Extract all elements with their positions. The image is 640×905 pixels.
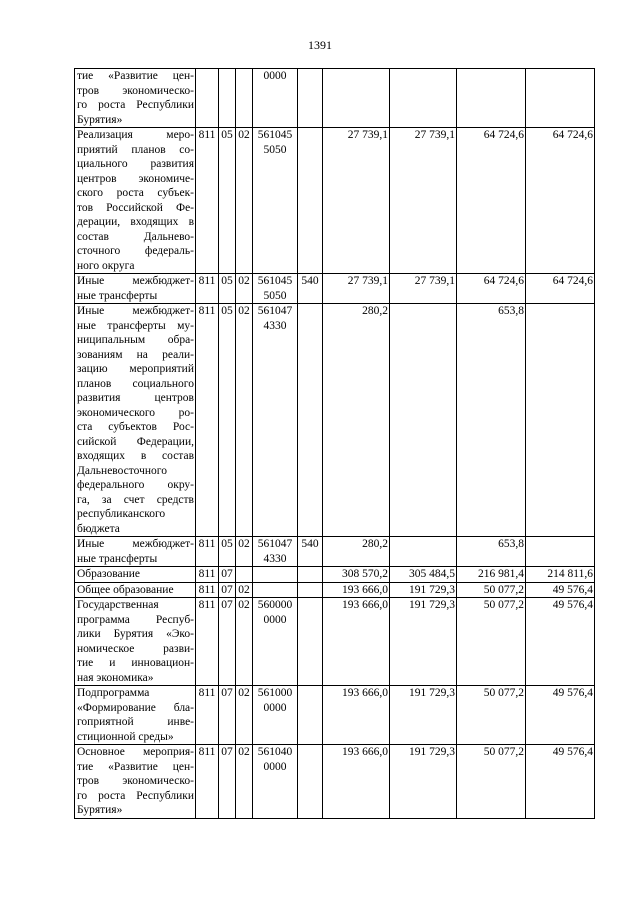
expense-type-code: 540 [298,274,323,304]
subsection-code: 02 [236,686,253,745]
expense-type-code [298,567,323,583]
row-name-line: программа Респуб- [77,613,194,626]
row-name-line: Дальневосточного [77,464,167,477]
amount-1: 27 739,1 [323,274,390,304]
row-name-line: лики Бурятия «Эко- [77,628,194,640]
row-name [75,598,196,686]
row-name-line: тие «Развитие цен- [77,760,194,773]
amount-1: 27 739,1 [323,128,390,274]
row-name-line: Образование [77,568,141,580]
target-code-line: 5050 [263,289,287,302]
row-name [75,69,196,128]
row-name-line: ного округа [77,259,135,272]
row-name-line: стиционной среды» [77,730,174,743]
row-name-line: Общее образование [77,583,174,596]
table-body [75,69,595,819]
ministry-code [196,69,219,128]
section-code: 07 [219,582,236,598]
target-code-line: 561040 [257,746,293,758]
expense-type-code [298,598,323,686]
target-code-line: 561045 [257,129,293,141]
amount-2: 191 729,3 [390,745,457,819]
section-code: 05 [219,274,236,304]
row-name [75,274,196,304]
section-code: 07 [219,745,236,819]
row-name-line: зацию мероприятий [77,363,194,375]
subsection-code: 02 [236,304,253,537]
ministry-code: 811 [196,128,219,274]
row-name-line: циального развития [77,158,194,170]
row-name-line: приятий планов со- [77,143,194,156]
row-name-line: входящих в состав [77,450,194,462]
amount-1: 193 666,0 [323,598,390,686]
row-name-line: тров экономическо- [77,84,194,97]
amount-1: 193 666,0 [323,582,390,598]
subsection-code: 02 [236,745,253,819]
amount-1: 280,2 [323,537,390,567]
row-name-line: сточного федераль- [77,245,194,257]
section-code [219,69,236,128]
target-code-line: 0000 [263,701,287,714]
row-name-line: Основное мероприя- [77,746,194,758]
target-article-code [253,128,298,274]
target-code-line: 4330 [263,319,287,332]
row-name-line: гоприятной инве- [77,716,194,728]
subsection-code: 02 [236,598,253,686]
amount-2: 27 739,1 [390,128,457,274]
row-name-line: Иные межбюджет- [77,275,194,287]
row-name-line: дерации, входящих в [77,216,194,228]
amount-3: 64 724,6 [457,274,526,304]
table-row [75,686,595,745]
expense-type-code [298,582,323,598]
target-article-code [253,598,298,686]
subsection-code: 02 [236,128,253,274]
row-name [75,567,196,583]
row-name [75,745,196,819]
target-article-code [253,567,298,583]
ministry-code: 811 [196,537,219,567]
target-article-code [253,69,298,128]
page-number: 1391 [308,38,332,52]
target-article-code [253,304,298,537]
row-name-line: ста субъектов Рос- [77,421,194,433]
row-name-line: развития центров [77,392,194,404]
target-code-line: 561047 [257,305,293,317]
subsection-code [236,567,253,583]
row-name-line: ского роста субъек- [77,187,194,199]
row-name-line: центров экономиче- [77,172,194,185]
section-code: 07 [219,598,236,686]
table-row [75,598,595,686]
section-code: 05 [219,128,236,274]
row-name-line: Государственная [77,599,159,611]
amount-1: 280,2 [323,304,390,537]
amount-1: 193 666,0 [323,745,390,819]
row-name-line: га, за счет средств [77,493,194,506]
amount-4: 49 576,4 [526,598,595,686]
expense-type-code: 540 [298,537,323,567]
section-code: 05 [219,304,236,537]
section-code: 05 [219,537,236,567]
expense-type-code [298,745,323,819]
ministry-code: 811 [196,745,219,819]
row-name-line: тие и инновацион- [77,657,194,669]
ministry-code: 811 [196,274,219,304]
ministry-code: 811 [196,582,219,598]
target-article-code [253,745,298,819]
amount-2: 191 729,3 [390,582,457,598]
amount-3: 216 981,4 [457,567,526,583]
row-name-line: ная экономика» [77,671,154,684]
amount-1: 193 666,0 [323,686,390,745]
row-name-line: бюджета [77,522,120,535]
amount-1: 308 570,2 [323,567,390,583]
ministry-code: 811 [196,304,219,537]
target-code-line: 5050 [263,143,287,156]
amount-4 [526,304,595,537]
row-name-line: тие «Развитие цен- [77,70,194,82]
row-name [75,128,196,274]
table-row [75,304,595,537]
amount-4: 64 724,6 [526,274,595,304]
subsection-code [236,69,253,128]
row-name-line: сийской Федерации, [77,435,194,448]
ministry-code: 811 [196,567,219,583]
amount-2: 305 484,5 [390,567,457,583]
row-name-line: Иные межбюджет- [77,538,194,550]
row-name-line: ные трансферты му- [77,319,194,332]
table-row [75,745,595,819]
expense-type-code [298,686,323,745]
target-code-line: 561045 [257,275,293,287]
subsection-code: 02 [236,274,253,304]
subsection-code: 02 [236,537,253,567]
target-code-line: 4330 [263,552,287,565]
amount-3: 50 077,2 [457,598,526,686]
table-row [75,274,595,304]
target-article-code [253,582,298,598]
row-name-line: Бурятия» [77,113,123,126]
amount-2: 191 729,3 [390,686,457,745]
ministry-code: 811 [196,598,219,686]
section-code: 07 [219,567,236,583]
target-article-code [253,274,298,304]
row-name-line: Реализация меро- [77,129,194,141]
row-name-line: ные трансферты [77,552,158,565]
amount-2 [390,304,457,537]
expense-type-code [298,69,323,128]
amount-2: 27 739,1 [390,274,457,304]
amount-3: 50 077,2 [457,582,526,598]
target-code-line: 561000 [257,687,293,699]
target-article-code [253,537,298,567]
row-name [75,304,196,537]
row-name-line: республиканского [77,508,166,520]
table-row [75,69,595,128]
row-name-line: федерального окру- [77,479,194,491]
amount-4: 64 724,6 [526,128,595,274]
amount-4: 49 576,4 [526,582,595,598]
amount-3: 64 724,6 [457,128,526,274]
row-name-line: ниципальным обра- [77,334,194,346]
row-name [75,582,196,598]
row-name-line: Иные межбюджет- [77,305,194,317]
target-code-line: 561047 [257,538,293,550]
amount-4 [526,69,595,128]
row-name-line: зованиям на реали- [77,348,194,361]
target-code-line: 0000 [263,70,287,82]
row-name-line: планов социального [77,377,194,390]
row-name-line: Подпрограмма [77,687,150,699]
section-code: 07 [219,686,236,745]
amount-3: 653,8 [457,304,526,537]
amount-4 [526,537,595,567]
amount-4: 49 576,4 [526,745,595,819]
table-row [75,537,595,567]
amount-3: 653,8 [457,537,526,567]
target-code-line: 560000 [257,599,293,611]
amount-3 [457,69,526,128]
ministry-code: 811 [196,686,219,745]
row-name-line: состав Дальнево- [77,230,194,243]
subsection-code: 02 [236,582,253,598]
expense-type-code [298,304,323,537]
row-name-line: тов Российской Фе- [77,201,194,214]
budget-table [74,68,595,819]
table-row [75,582,595,598]
row-name-line: номическое разви- [77,642,194,655]
row-name-line: «Формирование бла- [77,701,194,714]
row-name [75,686,196,745]
row-name-line: го роста Республики [77,789,194,802]
table-row [75,128,595,274]
row-name-line: ные трансферты [77,289,158,302]
target-code-line: 0000 [263,760,287,773]
expense-type-code [298,128,323,274]
row-name-line: Бурятия» [77,804,123,816]
amount-2 [390,69,457,128]
amount-4: 214 811,6 [526,567,595,583]
amount-4: 49 576,4 [526,686,595,745]
amount-3: 50 077,2 [457,745,526,819]
row-name-line: экономического ро- [77,406,194,419]
row-name-line: го роста Республики [77,99,194,111]
row-name-line: тров экономическо- [77,775,194,787]
row-name [75,537,196,567]
target-code-line: 0000 [263,613,287,626]
amount-1 [323,69,390,128]
amount-2 [390,537,457,567]
target-article-code [253,686,298,745]
amount-3: 50 077,2 [457,686,526,745]
table-row [75,567,595,583]
amount-2: 191 729,3 [390,598,457,686]
